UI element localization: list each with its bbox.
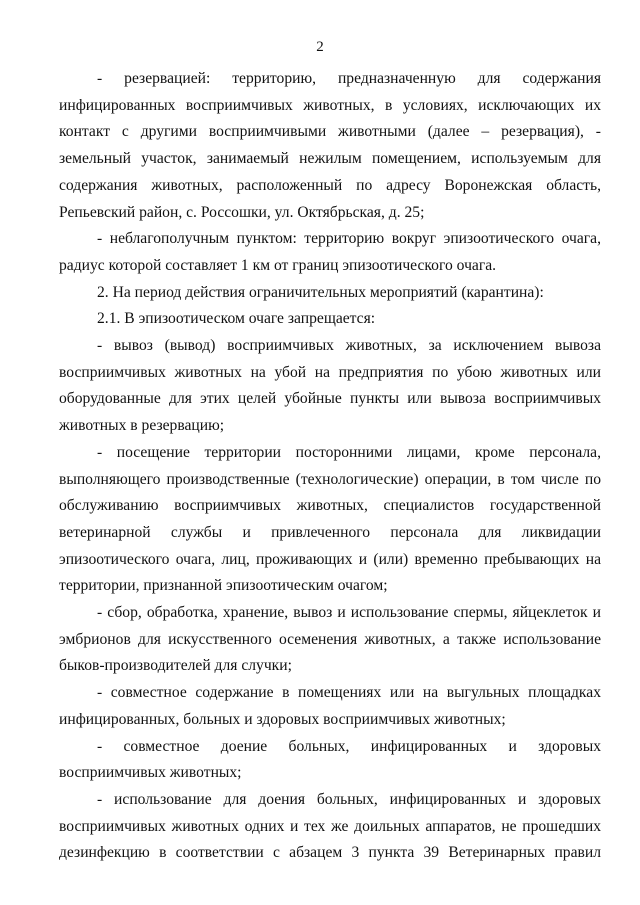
document-body xyxy=(59,66,601,867)
paragraph-territory-visit-ban: - посещение территории посторонними лицами, кроме персонала, выполняющего производственные (технологические) операции, в том числе по обслуживанию восприимчивых животных, специалистов государственной ветеринарной службы и привлеченного персонала для ликвидации эпизоотического очага, лиц, проживающих и (или) временно пребывающих на территории, признанной эпизоотическим очагом; xyxy=(59,443,601,595)
paragraph-sperm-embryo-ban: - сбор, обработка, хранение, вывоз и использование спермы, яйцеклеток и эмбрионов для искусственного осеменения животных, а также использование быков-производителей для случки; xyxy=(59,604,601,675)
paragraph-joint-milking-ban: - совместное доение больных, инфицированных и здоровых восприимчивых животных; xyxy=(59,737,601,782)
paragraph-restriction-period-heading: 2. На период действия ограничительных мероприятий (карантина): xyxy=(97,283,544,301)
paragraph-reservation-definition: - резервацией: территорию, предназначенную для содержания инфицированных восприимчивых животных, в условиях, исключающих их контакт с другими восприимчивыми животными (далее – резервация), - земельный участок, занимаемый нежилым помещением, используемым для содержания животных, расположенный по адресу Воронежская область, Репьевский район, с. Россошки, ул. Октябрьская, д. 25; xyxy=(59,70,601,221)
paragraph-unfavorable-point-definition: - неблагополучным пунктом: территорию вокруг эпизоотического очага, радиус которой составляет 1 км от границ эпизоотического очага. xyxy=(59,230,601,274)
page-number: 2 xyxy=(316,39,324,55)
paragraph-animal-removal-ban: - вывоз (вывод) восприимчивых животных, за исключением вывоза восприимчивых животных на убой на предприятия по убою животных или оборудованные для этих целей убойные пункты или вывоза восприимчивых животных в резервацию; xyxy=(59,337,601,435)
paragraph-joint-keeping-ban: - совместное содержание в помещениях или на выгульных площадках инфицированных, больных и здоровых восприимчивых животных; xyxy=(59,684,601,728)
paragraph-section-2-1-heading: 2.1. В эпизоотическом очаге запрещается: xyxy=(97,310,376,328)
paragraph-milking-equipment-ban: - использование для доения больных, инфицированных и здоровых восприимчивых животных одних и тех же доильных аппаратов, не прошедших дезинфекцию в соответствии с абзацем 3 пункта 39 Ветеринарных правил xyxy=(59,790,601,862)
